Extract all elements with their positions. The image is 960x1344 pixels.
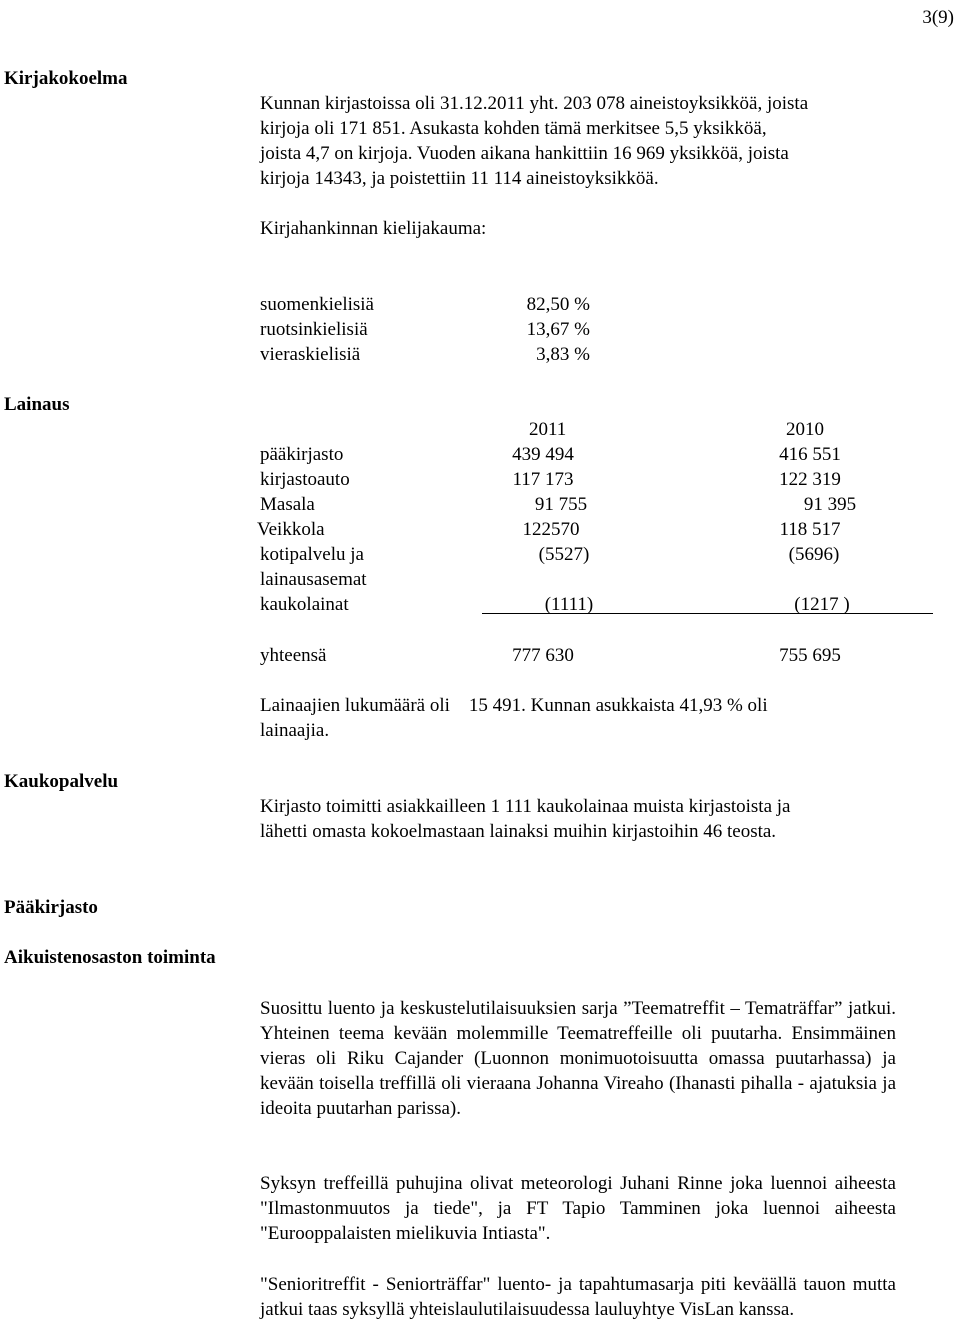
section-heading-paakirjasto: Pääkirjasto [4,897,98,918]
section-heading-lainaus: Lainaus [4,394,70,415]
distribution-value: 82,50 % [526,294,590,315]
kaukopalvelu-line-1: Kirjasto toimitti asiakkailleen 1 111 kaukolainaa muista kirjastoista ja [260,796,791,817]
subtotal-underline [482,613,933,614]
kirjakokoelma-line-2: kirjoja oli 171 851. Asukasta kohden tämä merkitsee 5,5 yksikköä, [260,118,767,139]
loans-row-value-2010: (1217 ) [794,594,850,615]
loans-row-value-2011: (1111) [544,594,594,615]
loans-total-2011: 777 630 [512,645,574,666]
borrowers-line-2: lainaajia. [260,720,330,741]
kirjakokoelma-line-3: joista 4,7 on kirjoja. Vuoden aikana hankittiin 16 969 yksikköä, joista [260,143,789,164]
section-heading-kirjakokoelma: Kirjakokoelma [4,68,128,89]
loans-row-value-2011: 117 173 [512,469,574,490]
distribution-value: 3,83 % [536,344,590,365]
loans-row-label: kotipalvelu ja [260,544,364,565]
kaukopalvelu-line-2: lähetti omasta kokoelmastaan lainaksi muihin kirjastoihin 46 teosta. [260,821,777,842]
distribution-label: ruotsinkielisiä [260,319,368,340]
section-heading-kaukopalvelu: Kaukopalvelu [4,771,119,792]
loans-row-label-line-2: lainausasemat [260,569,367,590]
loans-row-label: kaukolainat [260,594,349,615]
loans-row-value-2011: (5527) [538,544,590,565]
loans-row-value-2010: (5696) [788,544,840,565]
loans-row-value-2011: 122570 [522,519,580,540]
loans-row-value-2010: 416 551 [779,444,841,465]
loans-total-2010: 755 695 [779,645,841,666]
loans-row-value-2010: 122 319 [779,469,841,490]
distribution-label: suomenkielisiä [260,294,374,315]
loans-row-value-2010: 118 517 [779,519,841,540]
loans-row-label: Masala [260,494,315,515]
kirjakokoelma-line-1: Kunnan kirjastoissa oli 31.12.2011 yht. 203 078 aineistoyksikköä, joista [260,93,809,114]
distribution-title: Kirjahankinnan kielijakauma: [260,218,487,239]
aikuisten-paragraph-1: Suosittu luento ja keskustelutilaisuuksien sarja ”Teematreffit – Tematräffar” jatkui. Yhteinen teema kevään molemmille Teematreffeille oli puutarha. Ensimmäinen vieras oli Riku Cajander (Luonnon monimuotoisuutta omassa puutarhassa) ja kevään toisella treffillä oli vieraana Johanna Vireaho (Ihanasti pihalla - ajatuksia ja ideoita puutarhan parissa). [260,998,896,1119]
distribution-label: vieraskielisiä [260,344,361,365]
loans-header-2011: 2011 [529,419,567,440]
aikuisten-paragraph-3: "Senioritreffit - Seniorträffar" luento- ja tapahtumasarja piti keväällä tauon mutta jatkui taas syksyllä yhteislaulutilaisuudessa lauluyhtye VisLan kanssa. [260,1274,896,1320]
section-heading-aikuistenosasto: Aikuistenosaston toiminta [4,947,216,968]
loans-row-label: pääkirjasto [260,444,344,465]
loans-header-2010: 2010 [786,419,824,440]
distribution-value: 13,67 % [526,319,590,340]
loans-row-value-2010: 91 395 [803,494,857,515]
kirjakokoelma-line-4: kirjoja 14343, ja poistettiin 11 114 aineistoyksikköä. [260,168,659,189]
loans-row-value-2011: 91 755 [534,494,588,515]
aikuisten-paragraph-2: Syksyn treffeillä puhujina olivat meteorologi Juhani Rinne joka luennoi aiheesta "Ilmastonmuutos ja tiede", ja FT Tapio Tamminen joka luennoi aiheesta "Eurooppalaisten mielikuvia Intiasta". [260,1173,896,1244]
borrowers-line-1: Lainaajien lukumäärä oli 15 491. Kunnan asukkaista 41,93 % oli [260,695,768,716]
loans-row-value-2011: 439 494 [512,444,574,465]
loans-row-label: kirjastoauto [260,469,350,490]
loans-total-label: yhteensä [260,645,327,666]
page-number: 3(9) [922,7,954,28]
loans-row-label: Veikkola [257,519,325,540]
